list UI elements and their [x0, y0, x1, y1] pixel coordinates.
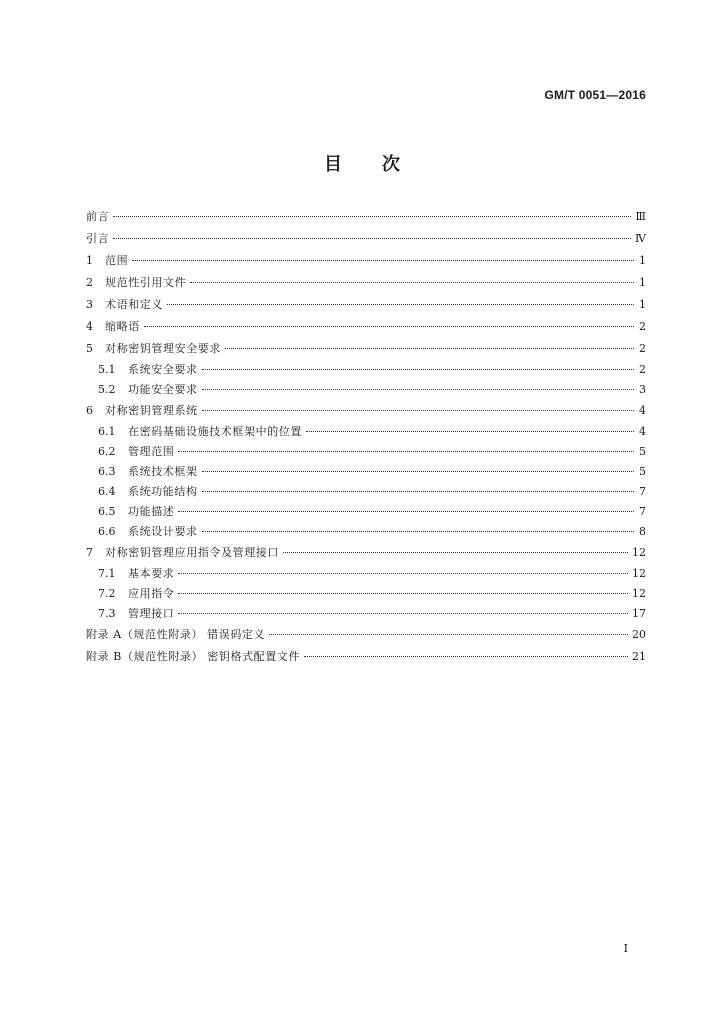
- toc-entry-page: 17: [632, 607, 646, 620]
- toc-leader-dots: [178, 593, 628, 594]
- toc-entry-page: 1: [639, 254, 646, 267]
- toc-entry-label: 系统设计要求: [128, 525, 198, 538]
- toc-entry[interactable]: [86, 338, 646, 360]
- toc-entry-page: 5: [639, 445, 646, 458]
- toc-entry[interactable]: [86, 542, 646, 564]
- toc-entry[interactable]: [86, 400, 646, 422]
- toc-entry-number: 6.5: [98, 505, 116, 518]
- toc-entry[interactable]: [86, 250, 646, 272]
- toc-leader-dots: [132, 260, 634, 261]
- toc-entry[interactable]: [86, 462, 646, 482]
- toc-leader-dots: [306, 431, 634, 432]
- toc-entry-page: 4: [639, 404, 646, 417]
- toc-entry-label: 规范性引用文件: [105, 276, 187, 289]
- toc-entry-page: 12: [632, 567, 646, 580]
- toc-entry-label: 管理接口: [128, 607, 175, 620]
- toc-entry-number: 6.6: [98, 525, 116, 538]
- toc-entry-page: 8: [639, 525, 646, 538]
- toc-leader-dots: [202, 531, 634, 532]
- toc-entry-label: 术语和定义: [105, 298, 163, 311]
- toc-leader-dots: [178, 613, 628, 614]
- toc-leader-dots: [202, 410, 634, 411]
- toc-entry[interactable]: [86, 380, 646, 400]
- toc-title-char-2: 次: [382, 154, 400, 175]
- toc-entry-number: 5: [86, 342, 93, 355]
- toc-leader-dots: [144, 326, 634, 327]
- toc-entry[interactable]: [86, 482, 646, 502]
- toc-leader-dots: [202, 471, 634, 472]
- toc-entry-number: 7.2: [98, 587, 116, 600]
- toc-entry-label: 在密码基础设施技术框架中的位置: [128, 425, 302, 438]
- toc-entry-label: 附录 B（规范性附录） 密钥格式配置文件: [86, 650, 301, 663]
- document-code: GM/T 0051—2016: [544, 88, 646, 102]
- toc-entry[interactable]: [86, 360, 646, 380]
- toc-entry-label: 附录 A（规范性附录） 错误码定义: [86, 628, 266, 641]
- toc-entry[interactable]: [86, 604, 646, 624]
- toc-entry-label: 功能描述: [128, 505, 175, 518]
- toc-entry-label: 引言: [86, 232, 110, 245]
- toc-leader-dots: [304, 656, 628, 657]
- toc-entry-page: 2: [639, 320, 646, 333]
- toc-entry-page: 12: [632, 587, 646, 600]
- toc-entry[interactable]: [86, 502, 646, 522]
- toc-entry[interactable]: [86, 522, 646, 542]
- toc-entry-page: 21: [632, 650, 646, 663]
- toc-entry-number: 6: [86, 404, 93, 417]
- toc-leader-dots: [202, 389, 634, 390]
- toc-entry-number: 4: [86, 320, 93, 333]
- toc-entry-label: 应用指令: [128, 587, 175, 600]
- toc-entry-page: 1: [639, 276, 646, 289]
- toc-entry[interactable]: [86, 316, 646, 338]
- toc-entry-number: 6.3: [98, 465, 116, 478]
- toc-entry-page: 7: [639, 505, 646, 518]
- toc-entry[interactable]: [86, 646, 646, 668]
- toc-entry-label: 对称密钥管理系统: [105, 404, 198, 417]
- toc-entry-number: 5.1: [98, 363, 116, 376]
- toc-entry-page: 7: [639, 485, 646, 498]
- toc-entry-label: 前言: [86, 210, 110, 223]
- toc-entry-number: 1: [86, 254, 93, 267]
- toc-leader-dots: [178, 511, 634, 512]
- toc-entry-number: 2: [86, 276, 93, 289]
- toc-title-char-1: 目: [324, 154, 342, 175]
- toc-title: [0, 150, 724, 176]
- toc-leader-dots: [113, 238, 631, 239]
- toc-entry-number: 6.4: [98, 485, 116, 498]
- toc-entry-label: 系统功能结构: [128, 485, 198, 498]
- toc-leader-dots: [167, 304, 634, 305]
- toc-entry-page: 3: [639, 383, 646, 396]
- toc-leader-dots: [113, 216, 631, 217]
- toc-entry-label: 缩略语: [105, 320, 140, 333]
- toc-entry[interactable]: [86, 564, 646, 584]
- toc-leader-dots: [283, 552, 628, 553]
- toc-entry-label: 范围: [105, 254, 129, 267]
- toc-entry-page: Ⅲ: [635, 210, 646, 223]
- toc-entry-number: 3: [86, 298, 93, 311]
- toc-leader-dots: [202, 369, 634, 370]
- toc-entry-label: 管理范围: [128, 445, 175, 458]
- toc-entry-page: 1: [639, 298, 646, 311]
- toc-entry-page: 4: [639, 425, 646, 438]
- toc-entry-page: 12: [632, 546, 646, 559]
- page-number: I: [623, 942, 628, 955]
- toc-leader-dots: [225, 348, 634, 349]
- toc-entry[interactable]: [86, 584, 646, 604]
- toc-entry[interactable]: [86, 422, 646, 442]
- toc-entry[interactable]: [86, 442, 646, 462]
- toc-entry-page: 2: [639, 342, 646, 355]
- toc-entry[interactable]: [86, 294, 646, 316]
- toc-entry-page: 2: [639, 363, 646, 376]
- toc-entry-number: 6.1: [98, 425, 116, 438]
- toc-entry[interactable]: [86, 206, 646, 228]
- table-of-contents: [86, 206, 646, 668]
- toc-entry-number: 7: [86, 546, 93, 559]
- toc-leader-dots: [178, 451, 634, 452]
- toc-entry[interactable]: [86, 624, 646, 646]
- toc-entry-page: 5: [639, 465, 646, 478]
- toc-entry-number: 6.2: [98, 445, 116, 458]
- toc-entry-label: 对称密钥管理应用指令及管理接口: [105, 546, 279, 559]
- toc-entry[interactable]: [86, 272, 646, 294]
- toc-entry-number: 5.2: [98, 383, 116, 396]
- toc-entry-number: 7.3: [98, 607, 116, 620]
- toc-entry[interactable]: [86, 228, 646, 250]
- toc-entry-label: 基本要求: [128, 567, 175, 580]
- toc-leader-dots: [178, 573, 628, 574]
- toc-leader-dots: [190, 282, 634, 283]
- toc-entry-number: 7.1: [98, 567, 116, 580]
- toc-entry-label: 系统安全要求: [128, 363, 198, 376]
- toc-leader-dots: [202, 491, 634, 492]
- toc-leader-dots: [269, 634, 628, 635]
- toc-entry-page: 20: [632, 628, 646, 641]
- toc-entry-label: 功能安全要求: [128, 383, 198, 396]
- toc-entry-label: 对称密钥管理安全要求: [105, 342, 221, 355]
- toc-entry-label: 系统技术框架: [128, 465, 198, 478]
- toc-entry-page: Ⅳ: [635, 232, 646, 245]
